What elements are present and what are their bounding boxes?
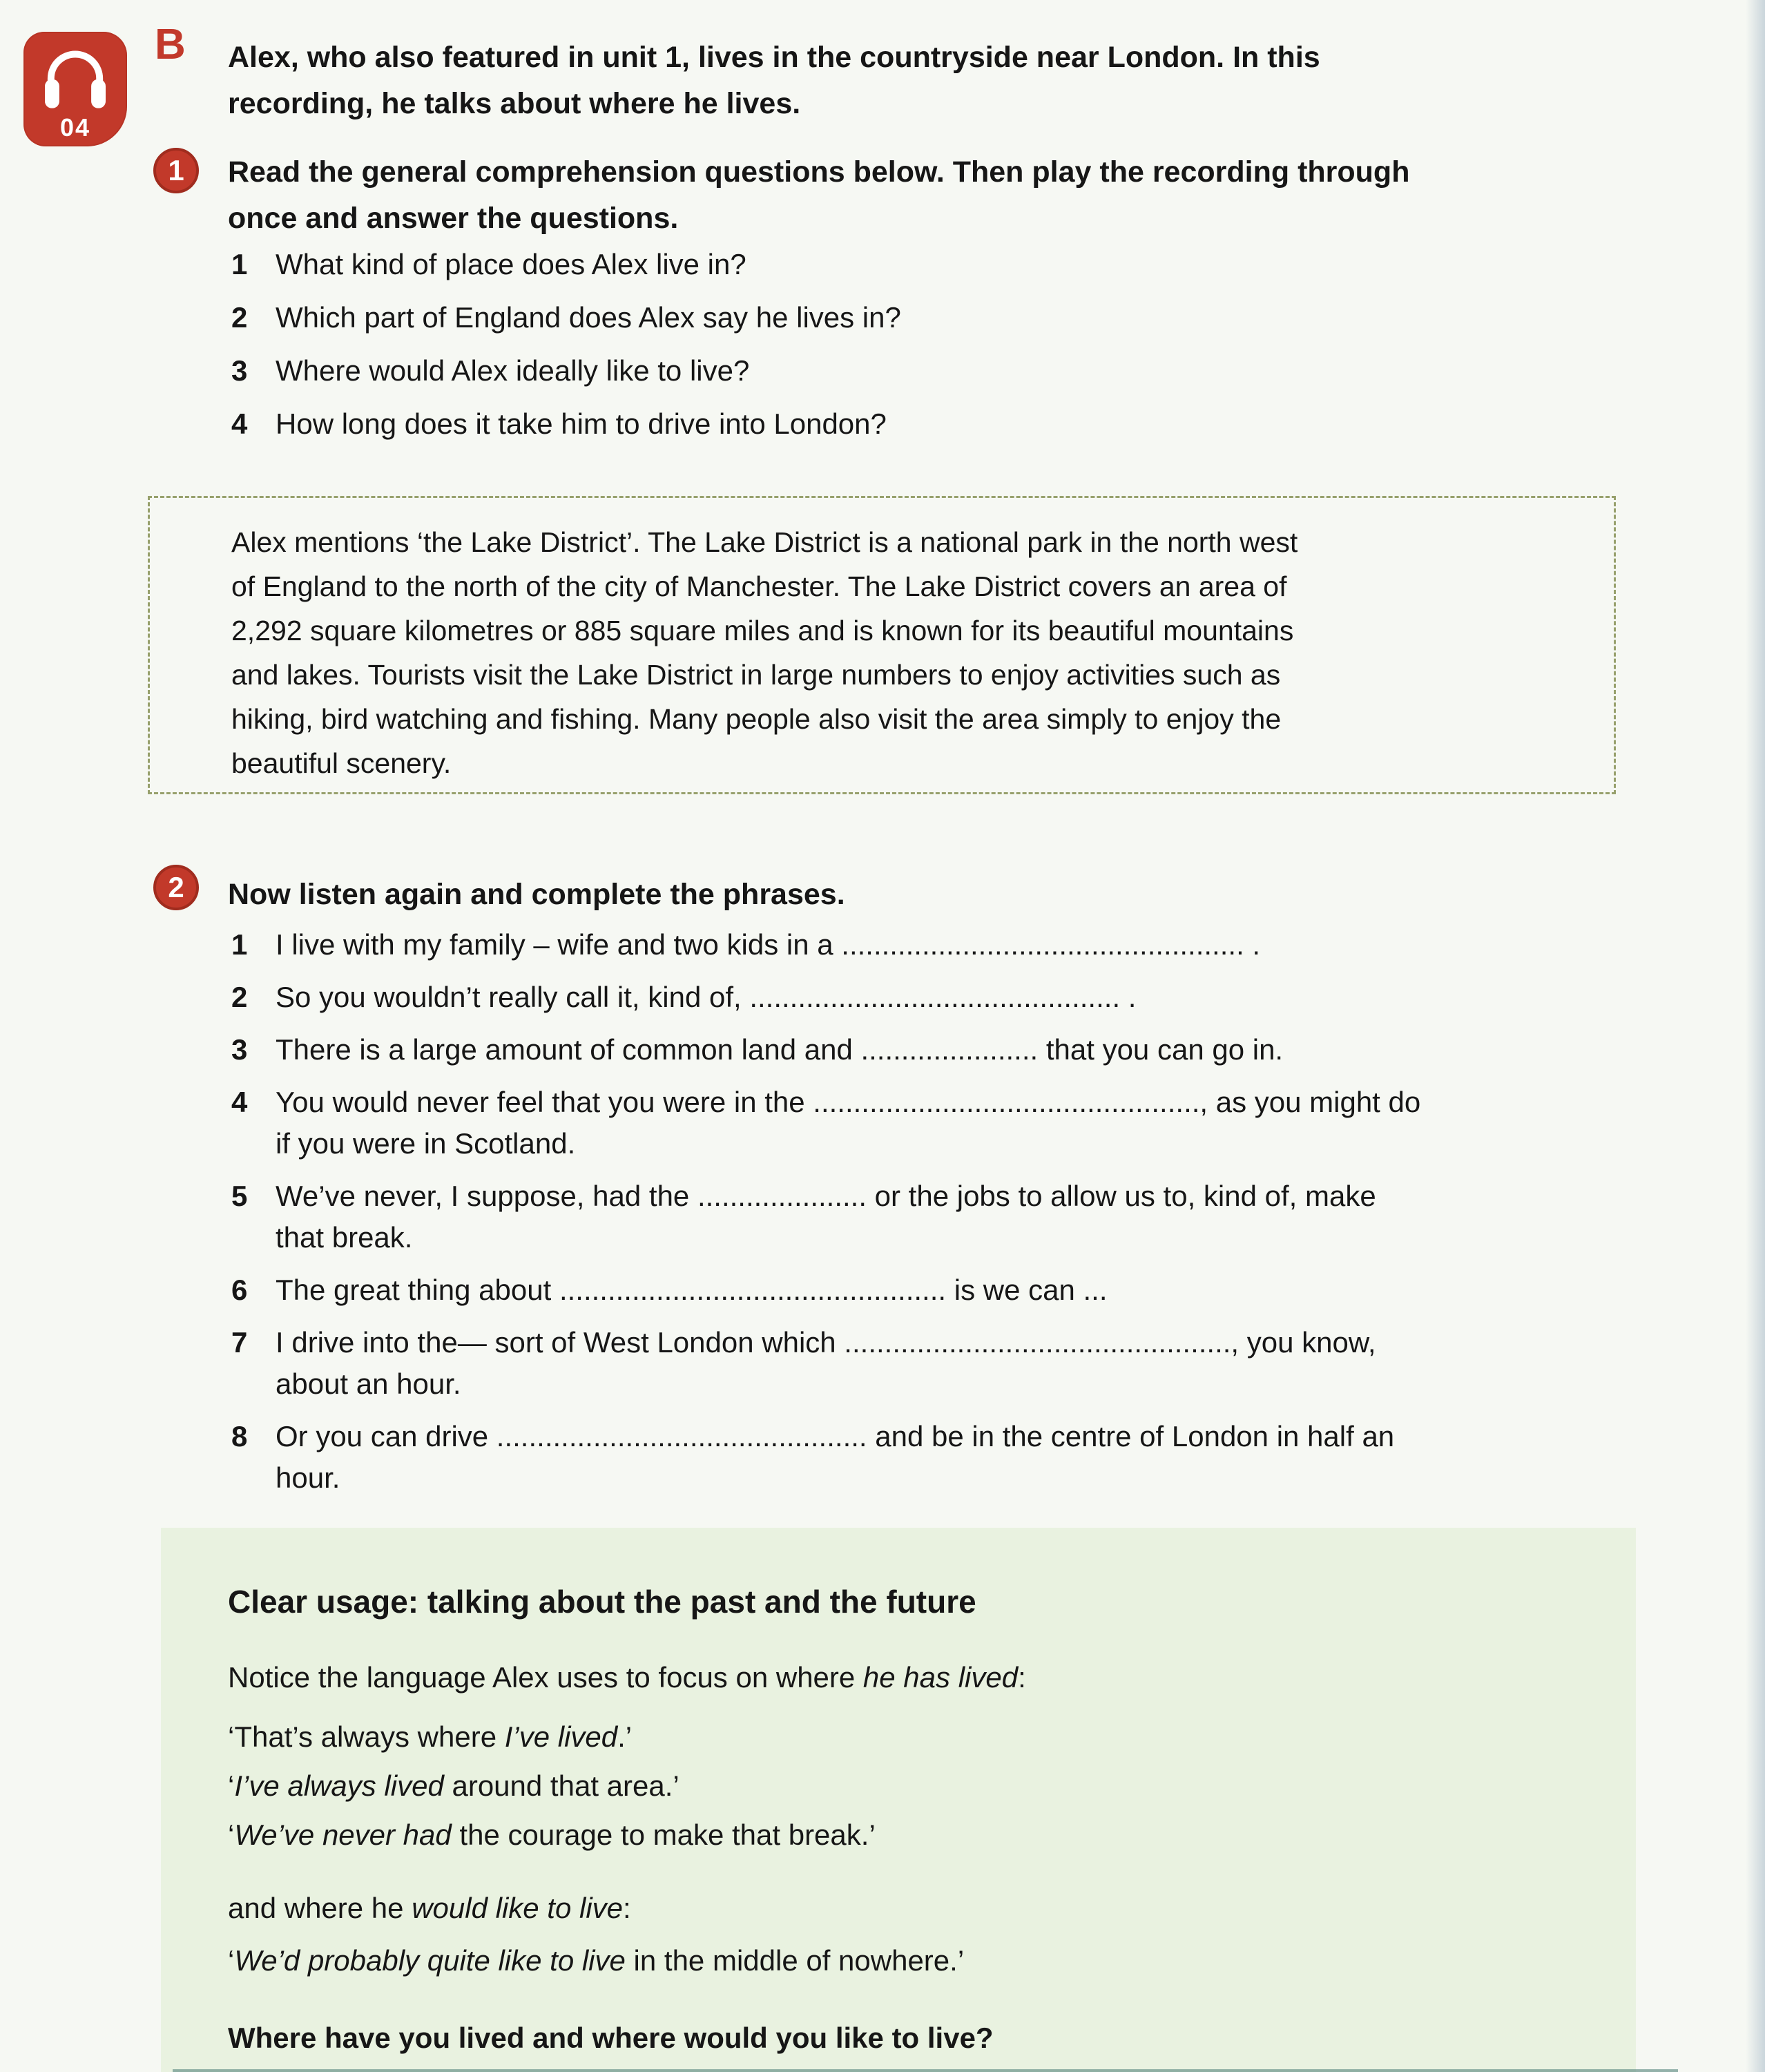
phrase-text [276, 1269, 1661, 1311]
intro-line: recording, he talks about where he lives. [228, 87, 801, 120]
phrase-line: hour. [276, 1461, 340, 1494]
phrase-text [276, 1029, 1661, 1071]
phrase-text [276, 1416, 1661, 1499]
phrase-line: if you were in Scotland. [276, 1127, 576, 1160]
phrase-number: 1 [231, 928, 248, 961]
question-row [231, 407, 1647, 441]
phrase-line: Or you can drive .............................................. and be in the centre of London in half an [276, 1420, 1395, 1452]
lake-district-info-box [148, 496, 1616, 794]
phrase-number: 5 [231, 1180, 248, 1212]
usage-example-quote: ‘We’ve never had the courage to make that break.’ [228, 1819, 876, 1851]
phrase-line: We’ve never, I suppose, had the ..................... or the jobs to allow us to, kind of, make [276, 1180, 1376, 1212]
question-number: 3 [231, 354, 248, 387]
phrase-row [231, 1416, 1661, 1499]
usage-question: Where have you lived and where would you like to live? [228, 2022, 994, 2054]
phrase-number: 3 [231, 1033, 248, 1066]
phrase-number: 6 [231, 1274, 248, 1306]
section-label: B [155, 21, 186, 68]
clear-usage-title: Clear usage: talking about the past and the future [228, 1584, 976, 1620]
phrase-text [276, 1322, 1661, 1405]
question-number: 4 [231, 407, 248, 440]
phrase-line: that break. [276, 1221, 413, 1254]
clear-usage-box [161, 1528, 1636, 2072]
phrase-line: about an hour. [276, 1368, 461, 1400]
instruction-line: Read the general comprehension questions below. Then play the recording through [228, 155, 1410, 189]
question-text: Which part of England does Alex say he lives in? [276, 301, 901, 334]
step-1-badge: 1 [153, 148, 199, 193]
info-line: hiking, bird watching and fishing. Many people also visit the area simply to enjoy the [231, 703, 1282, 735]
phrase-row [231, 1029, 1661, 1071]
question-number: 2 [231, 301, 248, 334]
info-line: of England to the north of the city of Manchester. The Lake District covers an area of [231, 570, 1287, 602]
phrase-row [231, 924, 1661, 966]
step-2-instruction: Now listen again and complete the phrases. [228, 878, 845, 911]
phrase-text [276, 1082, 1661, 1164]
audio-track-number: 04 [59, 113, 91, 142]
question-row [231, 300, 1647, 335]
question-text: What kind of place does Alex live in? [276, 248, 746, 280]
question-text: Where would Alex ideally like to live? [276, 354, 750, 387]
phrase-line: So you wouldn’t really call it, kind of, .............................................. . [276, 981, 1137, 1013]
usage-future-example: ‘We’d probably quite like to live in the middle of nowhere.’ [228, 1944, 965, 1977]
step-2-badge: 2 [153, 865, 199, 910]
usage-example-quote: ‘I’ve always lived around that area.’ [228, 1769, 679, 1802]
headphones-icon [37, 43, 113, 119]
phrase-row [231, 977, 1661, 1018]
usage-example-quote: ‘That’s always where I’ve lived.’ [228, 1720, 633, 1753]
question-text: How long does it take him to drive into London? [276, 407, 887, 440]
completion-phrases [231, 924, 1661, 1510]
phrase-text [276, 977, 1661, 1018]
section-intro [228, 35, 1609, 127]
phrase-line: I live with my family – wife and two kids in a .................................................. . [276, 928, 1261, 961]
comprehension-questions [231, 247, 1647, 460]
phrase-number: 4 [231, 1086, 248, 1118]
usage-future-intro: and where he would like to live: [228, 1892, 631, 1924]
page-edge-shadow [1746, 0, 1765, 2072]
info-line: 2,292 square kilometres or 885 square miles and is known for its beautiful mountains [231, 615, 1294, 646]
phrase-row [231, 1176, 1661, 1258]
phrase-line: I drive into the— sort of West London which ................................................, you know, [276, 1326, 1376, 1359]
page-bottom-cut [173, 2069, 1678, 2072]
phrase-row [231, 1322, 1661, 1405]
phrase-number: 2 [231, 981, 248, 1013]
question-number: 1 [231, 248, 248, 280]
phrase-line: There is a large amount of common land and ...................... that you can go in. [276, 1033, 1284, 1066]
phrase-text [276, 924, 1661, 966]
question-row [231, 247, 1647, 282]
instruction-line: once and answer the questions. [228, 202, 679, 235]
question-row [231, 354, 1647, 388]
phrase-row [231, 1269, 1661, 1311]
phrase-line: You would never feel that you were in the ................................................, as you might do [276, 1086, 1421, 1118]
phrase-number: 7 [231, 1326, 248, 1359]
phrase-row [231, 1082, 1661, 1164]
intro-line: Alex, who also featured in unit 1, lives in the countryside near London. In this [228, 41, 1320, 74]
phrase-number: 8 [231, 1420, 248, 1452]
info-line: Alex mentions ‘the Lake District’. The Lake District is a national park in the north west [231, 526, 1298, 558]
usage-intro: Notice the language Alex uses to focus on where he has lived: [228, 1661, 1026, 1694]
info-line: and lakes. Tourists visit the Lake District in large numbers to enjoy activities such as [231, 659, 1281, 691]
audio-track-badge [23, 32, 127, 146]
step-1-instruction [228, 149, 1664, 242]
info-line: beautiful scenery. [231, 747, 452, 779]
phrase-line: The great thing about ................................................ is we can ... [276, 1274, 1108, 1306]
phrase-text [276, 1176, 1661, 1258]
